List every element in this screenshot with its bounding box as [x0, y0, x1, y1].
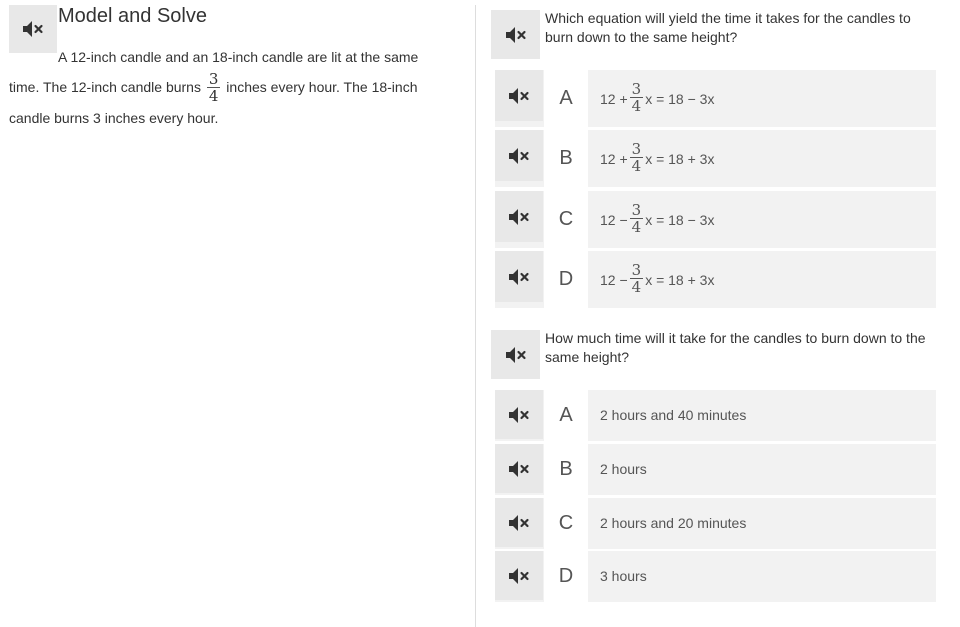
equation-fraction: $\frac{3}{4}$: [631, 261, 642, 296]
equation-fraction: $\frac{3}{4}$: [631, 80, 642, 115]
choice-text: 2 hours and 20 minutes: [600, 515, 747, 531]
choice-equation: [600, 70, 714, 127]
mute-speaker-icon: [508, 146, 530, 166]
passage-fraction: $\frac{3}{4}$: [208, 69, 219, 105]
question1-audio-button[interactable]: [491, 10, 540, 59]
question2-prompt: How much time will it take for the candles to burn down to the same height?: [545, 330, 926, 365]
equation-fraction: $\frac{3}{4}$: [631, 140, 642, 175]
choice-letter: C: [544, 498, 588, 549]
passage-title: Model and Solve: [58, 5, 207, 27]
question2-choice-b[interactable]: [495, 444, 936, 495]
question1-prompt: Which equation will yield the time it takes for the candles to burn down to the same height?: [545, 10, 911, 45]
choice-letter: D: [544, 251, 588, 308]
choice-letter: A: [544, 390, 588, 441]
equation-left: 12 −: [600, 211, 628, 228]
equation-right: x = 18 + 3x: [645, 150, 715, 167]
passage-text-part1: A 12-inch candle and an 18-inch candle are lit at the same time. The 12-inch candle burns: [9, 49, 419, 95]
passage-text-part2: inches every hour. The 18-inch candle burns 3 inches every hour.: [9, 78, 418, 126]
choice-audio-button[interactable]: [495, 251, 543, 302]
passage-text: [9, 44, 449, 132]
question2-choice-c[interactable]: [495, 498, 936, 549]
equation-left: 12 −: [600, 271, 628, 288]
question1-choice-c[interactable]: [495, 191, 936, 248]
mute-speaker-icon: [22, 19, 44, 39]
mute-speaker-icon: [508, 513, 530, 533]
choice-letter: D: [544, 551, 588, 602]
mute-speaker-icon: [505, 25, 527, 45]
choice-equation: [600, 191, 714, 248]
equation-left: 12 +: [600, 90, 628, 107]
question1-choice-b[interactable]: [495, 130, 936, 187]
choice-text: 2 hours and 40 minutes: [600, 407, 747, 423]
choice-audio-button[interactable]: [495, 390, 543, 439]
panel-divider: [475, 5, 476, 627]
mute-speaker-icon: [508, 86, 530, 106]
equation-left: 12 +: [600, 150, 628, 167]
choice-audio-button[interactable]: [495, 191, 543, 242]
choice-equation: [600, 251, 714, 308]
question2-choice-a[interactable]: [495, 390, 936, 441]
choice-audio-button[interactable]: [495, 498, 543, 547]
question1-choice-a[interactable]: [495, 70, 936, 127]
choice-audio-button[interactable]: [495, 551, 543, 600]
choice-equation: [600, 130, 714, 187]
equation-right: x = 18 − 3x: [645, 211, 715, 228]
choice-letter: C: [544, 191, 588, 248]
choice-audio-button[interactable]: [495, 70, 543, 121]
equation-fraction: $\frac{3}{4}$: [631, 201, 642, 236]
choice-text: 3 hours: [600, 568, 647, 584]
choice-letter: B: [544, 444, 588, 495]
mute-speaker-icon: [508, 405, 530, 425]
mute-speaker-icon: [508, 459, 530, 479]
equation-right: x = 18 + 3x: [645, 271, 715, 288]
choice-audio-button[interactable]: [495, 444, 543, 493]
choice-text: 2 hours: [600, 461, 647, 477]
question1-choice-d[interactable]: [495, 251, 936, 308]
mute-speaker-icon: [505, 345, 527, 365]
question2-audio-button[interactable]: [491, 330, 540, 379]
question2-choice-d[interactable]: [495, 551, 936, 602]
choice-letter: A: [544, 70, 588, 127]
equation-right: x = 18 − 3x: [645, 90, 715, 107]
choice-letter: B: [544, 130, 588, 187]
mute-speaker-icon: [508, 566, 530, 586]
choice-audio-button[interactable]: [495, 130, 543, 181]
mute-speaker-icon: [508, 207, 530, 227]
mute-speaker-icon: [508, 267, 530, 287]
